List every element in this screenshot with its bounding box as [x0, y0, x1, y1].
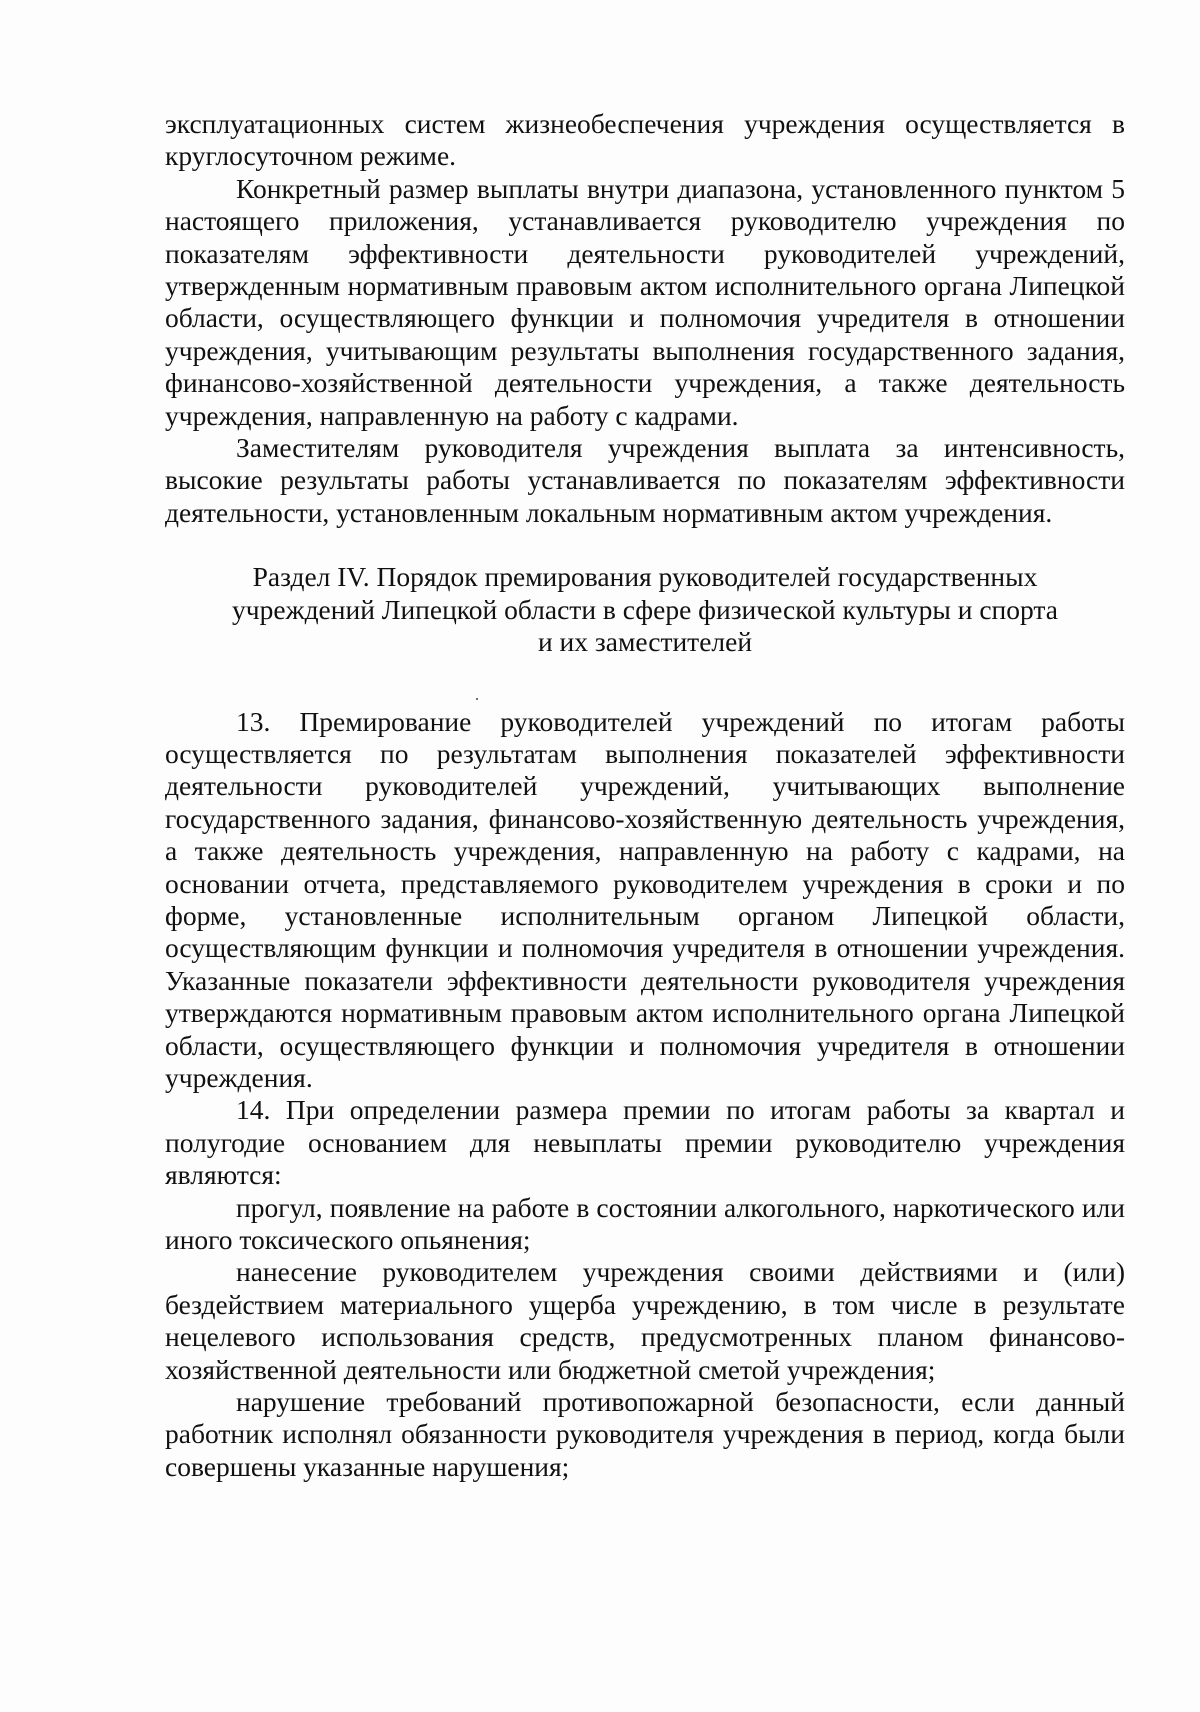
section-heading-line-1: Раздел IV. Порядок премирования руководителей государственных: [252, 561, 1038, 593]
paragraph-item-13: 13. Премирование руководителей учреждений по итогам работы осуществляется по результатам выполнения показателей эффективности деятельности руководителей учреждений, учитывающих выполнение государственного задания, финансово-хозяйственную деятельность учреждения, а также деятельность учреждения, направленную на работу с кадрами, на основании отчета, представляемого руководителем учреждения в сроки и по форме, установленные исполнительным органом Липецкой области, осуществляющим функции и полномочия учредителя в отношении учреждения. Указанные показатели эффективности деятельности руководителя учреждения утверждаются нормативным правовым актом исполнительного органа Липецкой области, осуществляющего функции и полномочия учредителя в отношении учреждения.: [165, 705, 1125, 1093]
paragraph-continuation: эксплуатационных систем жизнеобеспечения учреждения осуществляется в круглосуточном режиме.: [165, 108, 1125, 172]
document-body: [165, 108, 1125, 1483]
paragraph-fire-safety: нарушение требований противопожарной безопасности, если данный работник исполнял обязанности руководителя учреждения в период, когда были совершены указанные нарушения;: [165, 1386, 1125, 1482]
section-heading: [165, 561, 1125, 658]
section-heading-line-3: и их заместителей: [537, 626, 753, 658]
paragraph-deputies-payment: Заместителям руководителя учреждения выплата за интенсивность, высокие результаты работы устанавливается по показателям эффективности деятельности, установленным локальным нормативным актом учреждения.: [165, 432, 1125, 528]
paragraph-absence-intoxication: прогул, появление на работе в состоянии алкогольного, наркотического или иного токсического опьянения;: [165, 1191, 1125, 1255]
paragraph-item-14: 14. При определении размера премии по итогам работы за квартал и полугодие основанием для невыплаты премии руководителю учреждения являются:: [165, 1094, 1125, 1191]
scan-speck: [476, 698, 478, 700]
paragraph-material-damage: нанесение руководителем учреждения своими действиями и (или) бездействием материального ущерба учреждению, в том числе в результате нецелевого использования средств, предусмотренных планом финансово-хозяйственной деятельности или бюджетной сметой учреждения;: [165, 1256, 1125, 1385]
paragraph-specific-payment-size: Конкретный размер выплаты внутри диапазона, установленного пунктом 5 настоящего приложения, устанавливается руководителю учреждения по показателям эффективности деятельности руководителей учреждений, утвержденным нормативным правовым актом исполнительного органа Липецкой области, осуществляющего функции и полномочия учредителя в отношении учреждения, учитывающим результаты выполнения государственного задания, финансово-хозяйственной деятельности учреждения, а также деятельность учреждения, направленную на работу с кадрами.: [165, 172, 1125, 431]
section-heading-line-2: учреждений Липецкой области в сфере физической культуры и спорта: [232, 593, 1058, 625]
